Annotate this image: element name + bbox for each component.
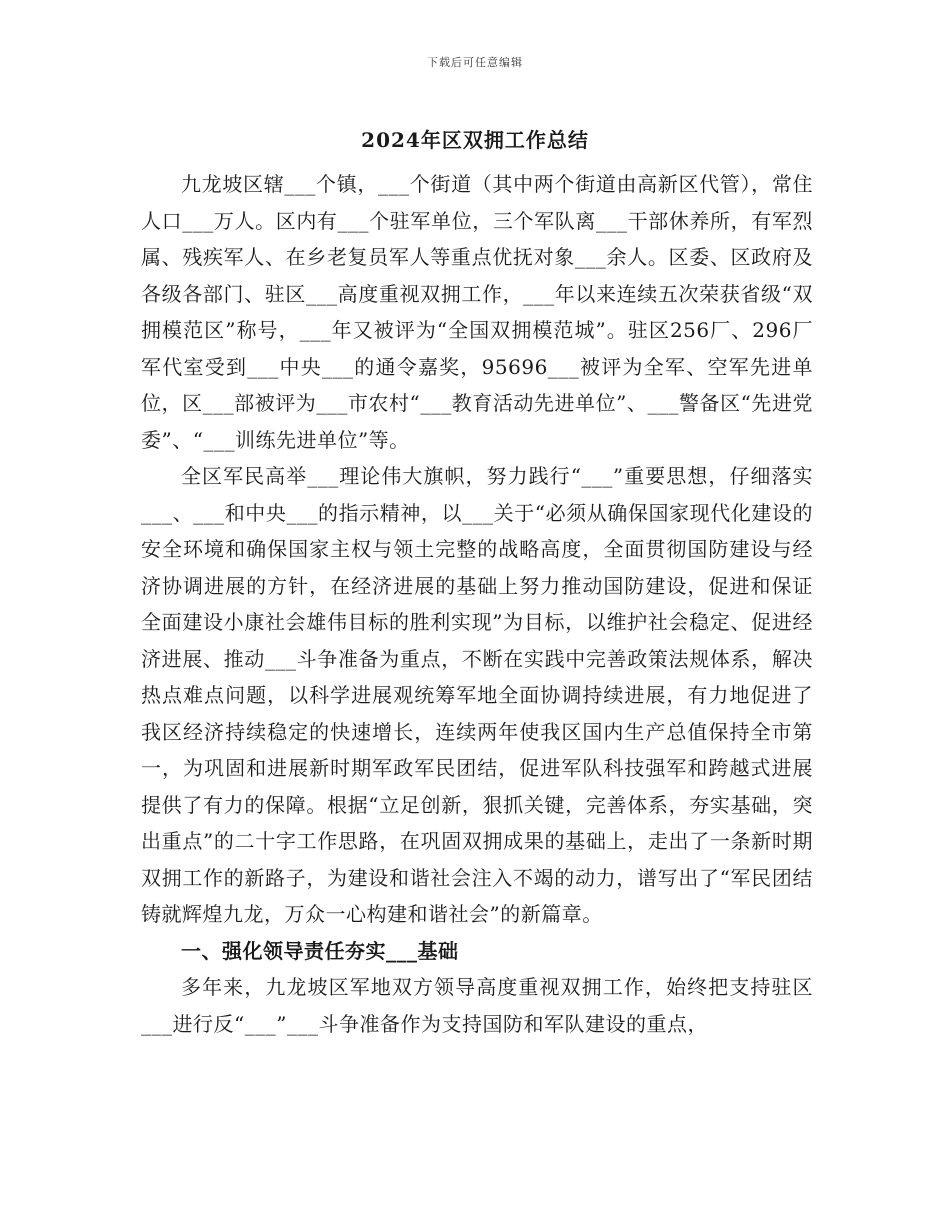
document-title: 2024年区双拥工作总结 — [361, 128, 589, 152]
paragraph-2: 全区军民高举___理论伟大旗帜，努力践行“___”重要思想，仔细落实___、___和中央___的指示精神，以___关于“必须从确保国家现代化建设的安全环境和确保国家主权与领土完整的战略高度，全面贯彻国防建设与经济协调进展的方针，在经济进展的基础上努力推动国防建设，促进和保证全面建设小康社会雄伟目标的胜利实现”为目标，以维护社会稳定、促进经济进展、推动___斗争准备为重点，不断在实践中完善政策法规体系，解决热点难点问题，以科学进展观统筹军地全面协调持续进展，有力地促进了我区经济持续稳定的快速增长，连续两年使我区国内生产总值保持全市第一，为巩固和进展新时期军政军民团结，促进军队科技强军和跨越式进展提供了有力的保障。根据“立足创新，狠抓关键，完善体系，夯实基础，突出重点”的二十字工作思路，在巩固双拥成果的基础上，走出了一条新时期双拥工作的新路子，为建设和谐社会注入不竭的动力，谱写出了“军民团结铸就辉煌九龙，万众一心构建和谐社会”的新篇章。 — [141, 464, 813, 926]
section-1-paragraph: 多年来，九龙坡区军地双方领导高度重视双拥工作，始终把支持驻区___进行反“___”___斗争准备作为支持国防和军队建设的重点， — [141, 975, 813, 1036]
section-heading-1: 一、强化领导责任夯实___基础 — [181, 938, 459, 963]
paragraph-1: 九龙坡区辖___个镇，___个街道（其中两个街道由高新区代管），常住人口___万人。区内有___个驻军单位，三个军队离___干部休养所，有军烈属、残疾军人、在乡老复员军人等重点优抚对象___余人。区委、区政府及各级各部门、驻区___高度重视双拥工作，___年以来连续五次荣获省级“双拥模范区”称号，___年又被评为“全国双拥模范城”。驻区256厂、296厂军代室受到___中央___的通令嘉奖，95696___被评为全军、空军先进单位，区___部被评为___市农村“___教育活动先进单位”、___警备区“先进党委”、“___训练先进单位”等。 — [141, 172, 813, 452]
page-header-note: 下载后可任意编辑 — [427, 56, 523, 69]
document-body — [141, 166, 813, 1042]
